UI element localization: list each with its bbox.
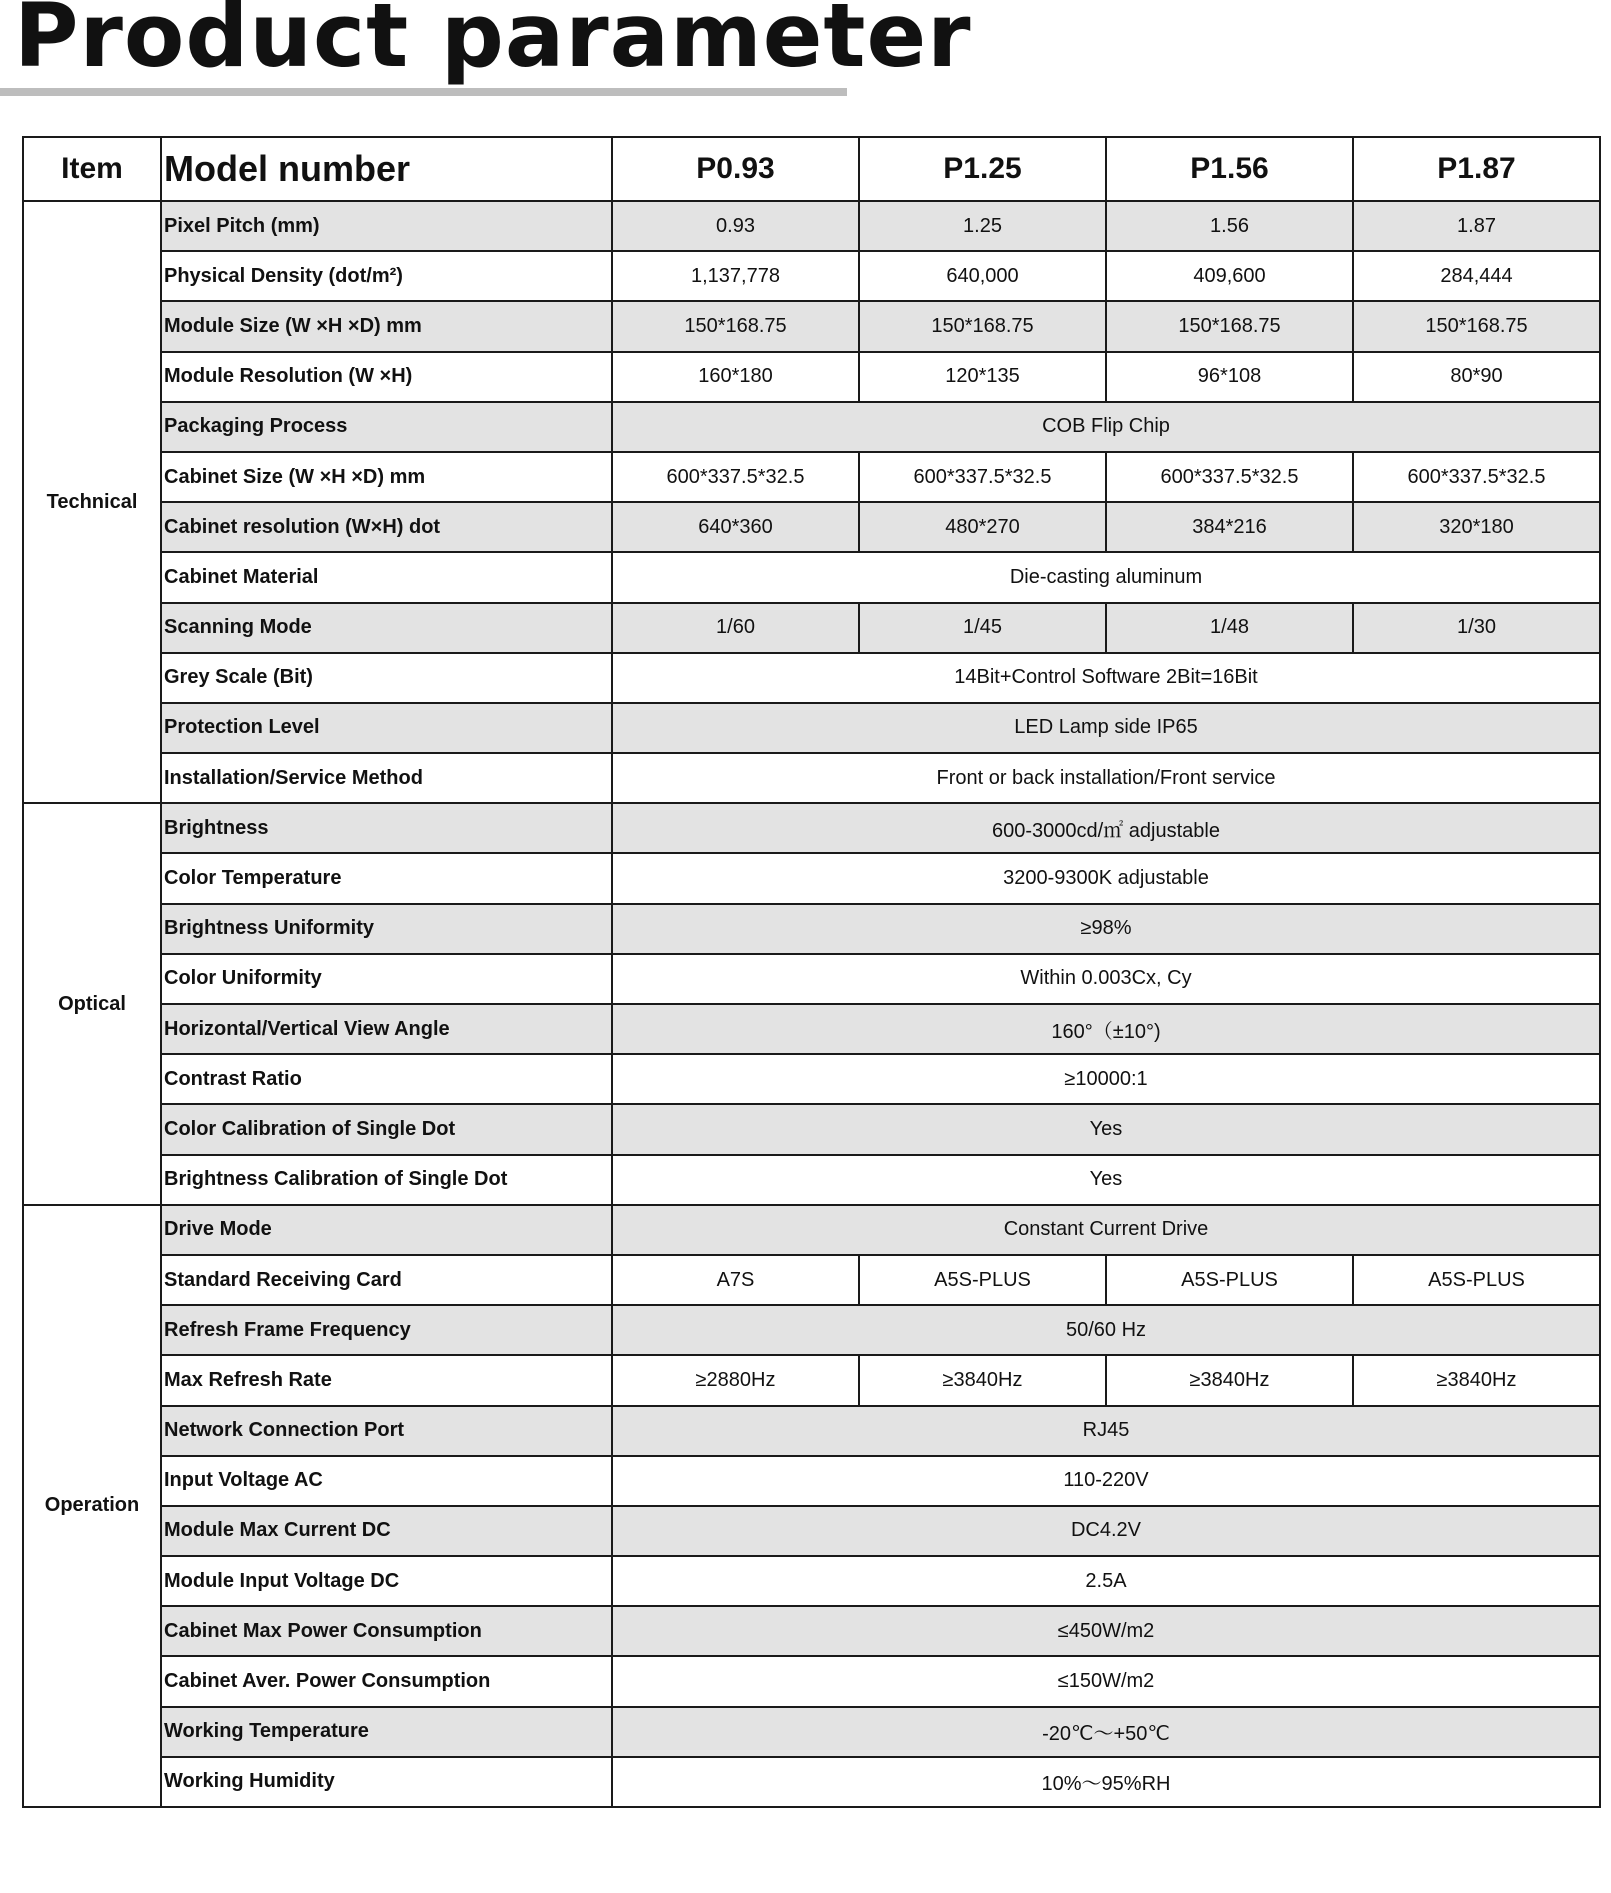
parameter-value: Die-casting aluminum <box>612 552 1600 602</box>
parameter-value: 1/48 <box>1106 603 1353 653</box>
parameter-label: Input Voltage AC <box>161 1456 612 1506</box>
table-row <box>23 853 1600 903</box>
parameter-value: A7S <box>612 1255 859 1305</box>
table-row <box>23 954 1600 1004</box>
header-model: P0.93 <box>612 137 859 201</box>
parameter-value: 150*168.75 <box>1353 301 1600 351</box>
title-underline <box>0 88 847 96</box>
parameter-label: Installation/Service Method <box>161 753 612 803</box>
header-item: Item <box>23 137 161 201</box>
parameter-value: ≤150W/m2 <box>612 1656 1600 1706</box>
table-row <box>23 1506 1600 1556</box>
parameter-value: 1/30 <box>1353 603 1600 653</box>
parameter-label: Module Resolution (W ×H) <box>161 352 612 402</box>
parameter-value: -20℃～+50℃ <box>612 1707 1600 1757</box>
parameter-label: Working Humidity <box>161 1757 612 1807</box>
parameter-value: 600*337.5*32.5 <box>859 452 1106 502</box>
table-row <box>23 1707 1600 1757</box>
parameter-label: Scanning Mode <box>161 603 612 653</box>
parameter-label: Brightness Calibration of Single Dot <box>161 1155 612 1205</box>
parameter-value: 600-3000cd/㎡ adjustable <box>612 803 1600 853</box>
parameter-value: 2.5A <box>612 1556 1600 1606</box>
header-model: P1.87 <box>1353 137 1600 201</box>
group-label: Technical <box>23 201 161 803</box>
parameter-label: Color Calibration of Single Dot <box>161 1104 612 1154</box>
parameter-value: RJ45 <box>612 1406 1600 1456</box>
table-row <box>23 1155 1600 1205</box>
table-row <box>23 1456 1600 1506</box>
parameter-label: Packaging Process <box>161 402 612 452</box>
parameter-value: ≥2880Hz <box>612 1355 859 1405</box>
parameter-value: ≥3840Hz <box>1106 1355 1353 1405</box>
group-label: Operation <box>23 1205 161 1807</box>
parameter-value: A5S-PLUS <box>1106 1255 1353 1305</box>
parameter-value: ≥3840Hz <box>1353 1355 1600 1405</box>
parameter-value: 110-220V <box>612 1456 1600 1506</box>
parameter-value: 1/60 <box>612 603 859 653</box>
page-title: Product parameter <box>14 0 972 87</box>
table-row <box>23 1656 1600 1706</box>
parameter-value: 0.93 <box>612 201 859 251</box>
parameter-value: 150*168.75 <box>859 301 1106 351</box>
header-model: P1.56 <box>1106 137 1353 201</box>
parameter-label: Drive Mode <box>161 1205 612 1255</box>
parameter-label: Grey Scale (Bit) <box>161 653 612 703</box>
parameter-value: 600*337.5*32.5 <box>1106 452 1353 502</box>
parameter-value: 1,137,778 <box>612 251 859 301</box>
parameter-value: Within 0.003Cx, Cy <box>612 954 1600 1004</box>
parameter-value: 320*180 <box>1353 502 1600 552</box>
parameter-label: Brightness Uniformity <box>161 904 612 954</box>
group-label: Optical <box>23 803 161 1205</box>
parameter-label: Cabinet Max Power Consumption <box>161 1606 612 1656</box>
parameter-value: 14Bit+Control Software 2Bit=16Bit <box>612 653 1600 703</box>
parameter-value: 160°（±10°) <box>612 1004 1600 1054</box>
parameter-value: ≥3840Hz <box>859 1355 1106 1405</box>
parameter-value: 640*360 <box>612 502 859 552</box>
table-row <box>23 201 1600 251</box>
table-row <box>23 402 1600 452</box>
table-row <box>23 251 1600 301</box>
parameter-label: Max Refresh Rate <box>161 1355 612 1405</box>
parameter-value: 640,000 <box>859 251 1106 301</box>
parameter-label: Cabinet Material <box>161 552 612 602</box>
table-row <box>23 1757 1600 1807</box>
parameter-label: Network Connection Port <box>161 1406 612 1456</box>
parameter-label: Physical Density (dot/m²) <box>161 251 612 301</box>
table-row <box>23 653 1600 703</box>
parameter-value: Front or back installation/Front service <box>612 753 1600 803</box>
parameter-value: 1.56 <box>1106 201 1353 251</box>
parameter-value: 150*168.75 <box>1106 301 1353 351</box>
parameter-value: 384*216 <box>1106 502 1353 552</box>
parameter-label: Horizontal/Vertical View Angle <box>161 1004 612 1054</box>
table-header-row <box>23 137 1600 201</box>
parameter-value: 120*135 <box>859 352 1106 402</box>
parameter-value: 80*90 <box>1353 352 1600 402</box>
parameter-value: 1.87 <box>1353 201 1600 251</box>
table-row <box>23 301 1600 351</box>
parameter-value: Yes <box>612 1104 1600 1154</box>
parameter-label: Protection Level <box>161 703 612 753</box>
parameter-value: LED Lamp side IP65 <box>612 703 1600 753</box>
parameter-label: Refresh Frame Frequency <box>161 1305 612 1355</box>
parameter-label: Contrast Ratio <box>161 1054 612 1104</box>
product-parameter-table <box>22 136 1601 1808</box>
table-row <box>23 1104 1600 1154</box>
parameter-label: Pixel Pitch (mm) <box>161 201 612 251</box>
parameter-value: ≥98% <box>612 904 1600 954</box>
table-row <box>23 1054 1600 1104</box>
parameter-label: Module Size (W ×H ×D) mm <box>161 301 612 351</box>
table-row <box>23 1406 1600 1456</box>
parameter-value: Yes <box>612 1155 1600 1205</box>
parameter-value: Constant Current Drive <box>612 1205 1600 1255</box>
parameter-label: Brightness <box>161 803 612 853</box>
parameter-value: 96*108 <box>1106 352 1353 402</box>
table-row <box>23 1556 1600 1606</box>
table-row <box>23 1305 1600 1355</box>
parameter-value: 50/60 Hz <box>612 1305 1600 1355</box>
parameter-value: A5S-PLUS <box>859 1255 1106 1305</box>
parameter-label: Cabinet Aver. Power Consumption <box>161 1656 612 1706</box>
header-model: P1.25 <box>859 137 1106 201</box>
header-model-number: Model number <box>161 137 612 201</box>
table-row <box>23 1255 1600 1305</box>
parameter-value: 3200-9300K adjustable <box>612 853 1600 903</box>
parameter-value: A5S-PLUS <box>1353 1255 1600 1305</box>
parameter-label: Color Uniformity <box>161 954 612 1004</box>
parameter-value: COB Flip Chip <box>612 402 1600 452</box>
parameter-value: 150*168.75 <box>612 301 859 351</box>
table-row <box>23 552 1600 602</box>
table-row <box>23 1606 1600 1656</box>
table-row <box>23 352 1600 402</box>
parameter-label: Standard Receiving Card <box>161 1255 612 1305</box>
parameter-value: 284,444 <box>1353 251 1600 301</box>
parameter-value: 600*337.5*32.5 <box>612 452 859 502</box>
parameter-value: 480*270 <box>859 502 1106 552</box>
parameter-label: Working Temperature <box>161 1707 612 1757</box>
table-row <box>23 1205 1600 1255</box>
table-row <box>23 1004 1600 1054</box>
table-row <box>23 1355 1600 1405</box>
parameter-value: 160*180 <box>612 352 859 402</box>
table-row <box>23 904 1600 954</box>
parameter-value: 409,600 <box>1106 251 1353 301</box>
parameter-label: Cabinet Size (W ×H ×D) mm <box>161 452 612 502</box>
parameter-label: Cabinet resolution (W×H) dot <box>161 502 612 552</box>
table-row <box>23 502 1600 552</box>
parameter-value: DC4.2V <box>612 1506 1600 1556</box>
parameter-label: Module Input Voltage DC <box>161 1556 612 1606</box>
table-row <box>23 452 1600 502</box>
parameter-label: Module Max Current DC <box>161 1506 612 1556</box>
parameter-value: 10%～95%RH <box>612 1757 1600 1807</box>
table-row <box>23 603 1600 653</box>
parameter-value: ≤450W/m2 <box>612 1606 1600 1656</box>
table-row <box>23 703 1600 753</box>
parameter-value: 600*337.5*32.5 <box>1353 452 1600 502</box>
parameter-label: Color Temperature <box>161 853 612 903</box>
table-row <box>23 753 1600 803</box>
table-row <box>23 803 1600 853</box>
parameter-value: 1/45 <box>859 603 1106 653</box>
parameter-value: 1.25 <box>859 201 1106 251</box>
parameter-value: ≥10000:1 <box>612 1054 1600 1104</box>
table-body <box>23 137 1600 1807</box>
